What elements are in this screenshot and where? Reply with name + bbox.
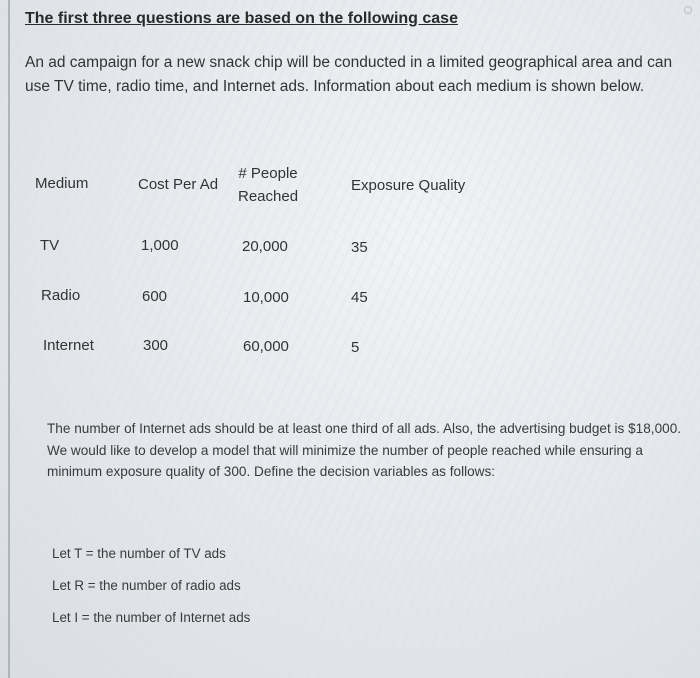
row-tv-cost: 1,000 [141, 237, 179, 254]
header-people-line1: # People [238, 165, 298, 182]
row-internet-people: 60,000 [243, 338, 289, 355]
row-internet-exposure: 5 [351, 339, 360, 356]
row-radio-medium: Radio [41, 287, 81, 304]
row-internet-medium: Internet [43, 337, 94, 354]
row-radio-cost: 600 [142, 288, 168, 305]
row-radio-people: 10,000 [243, 289, 289, 306]
variable-i: Let I = the number of Internet ads [52, 610, 251, 625]
constraints-paragraph: The number of Internet ads should be at least one third of all ads. Also, the advertising budget is $18,000. We would like to develop a model that will minimize the number of people reached while ensuring a minimum exposure quality of 300. Define the decision variables as follows: [47, 421, 682, 479]
left-border [8, 0, 10, 678]
row-internet-cost: 300 [143, 337, 169, 354]
header-people-line2: Reached [238, 188, 299, 205]
row-radio-exposure: 45 [351, 289, 368, 306]
row-tv-people: 20,000 [242, 238, 288, 255]
variable-r: Let R = the number of radio ads [52, 578, 241, 593]
row-tv-exposure: 35 [351, 239, 368, 256]
row-tv-medium: TV [40, 237, 60, 254]
header-cost-per-ad: Cost Per Ad [138, 176, 219, 193]
variable-t: Let T = the number of TV ads [52, 546, 226, 561]
case-heading: The first three questions are based on the following case [25, 10, 458, 27]
corner-mark [684, 6, 692, 14]
header-people-reached [238, 162, 298, 208]
intro-text: An ad campaign for a new snack chip will be conducted in a limited geographical area and can use TV time, radio time, and Internet ads. Information about each medium is shown below. [25, 54, 673, 95]
header-medium: Medium [35, 175, 89, 192]
header-exposure-quality: Exposure Quality [351, 177, 466, 194]
